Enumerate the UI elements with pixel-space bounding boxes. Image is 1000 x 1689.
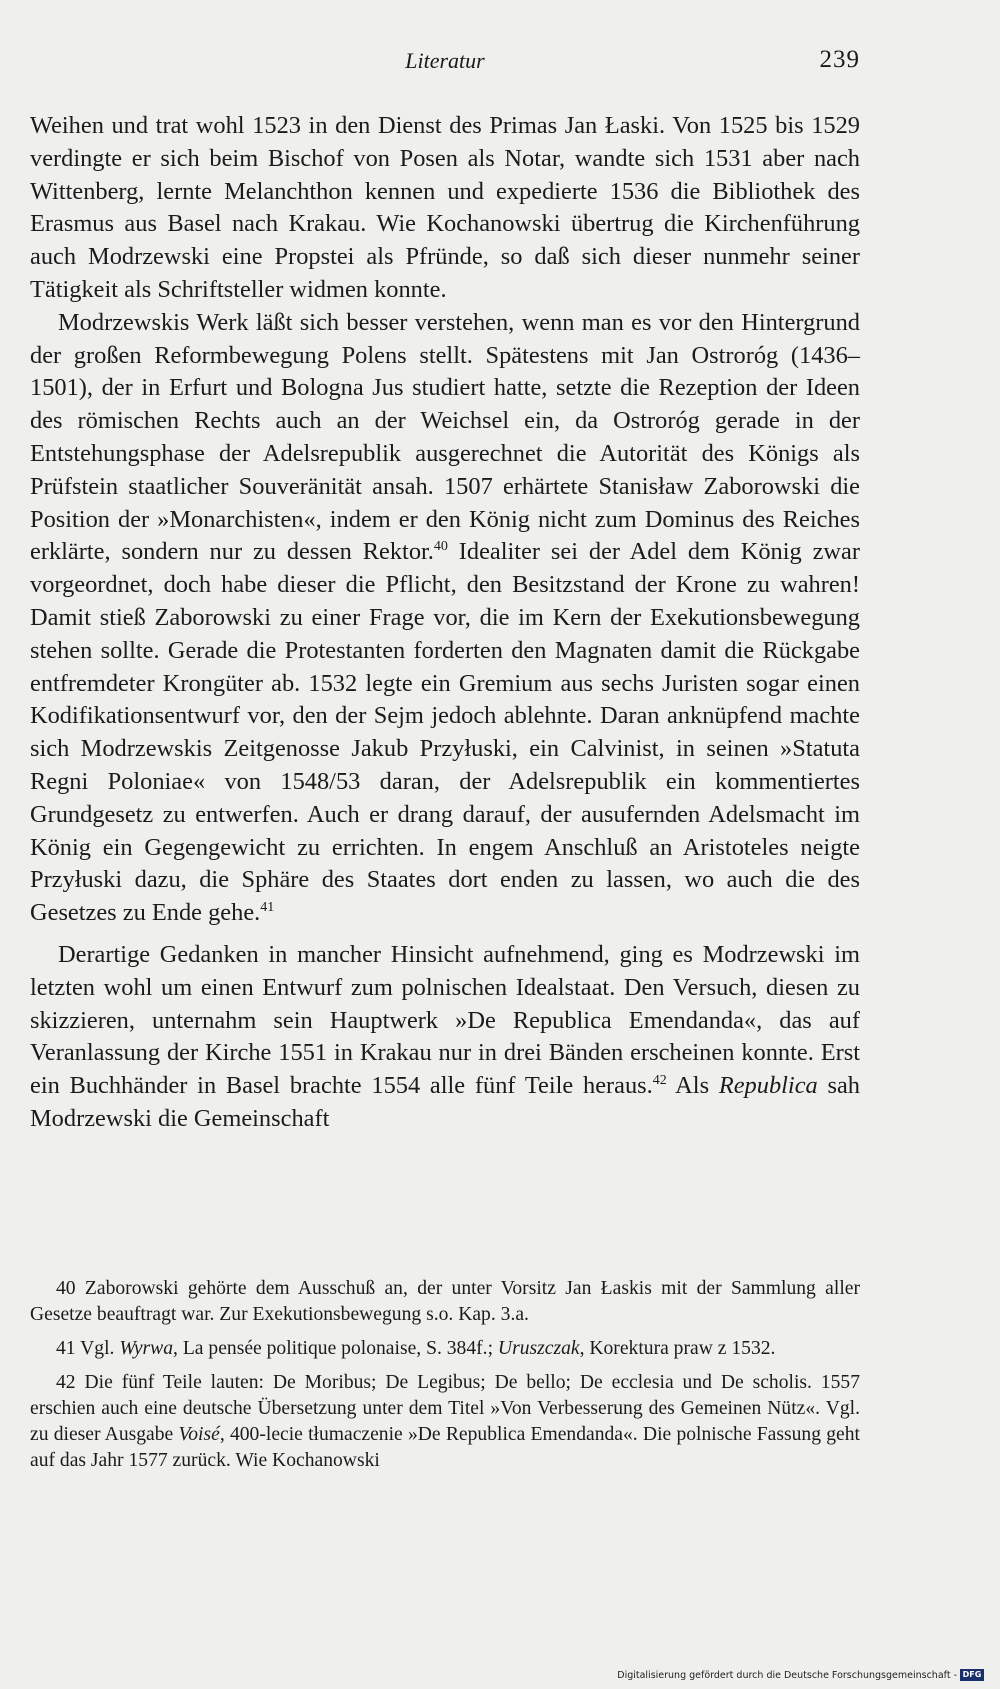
- text-run: Weihen und trat wohl 1523 in den Dienst des Primas Jan Łaski. Von 1525 bis 1529 verdingte er sich beim Bischof von Posen als Notar, wandte sich 1531 aber nach Wittenberg, lernte Melanchthon kennen und expedierte 1536 die Bibliothek des Erasmus aus Basel nach Krakau. Wie Kochanowski übertrug die Kirchenführung auch Modrzewski eine Propstei als Pfründe, so daß sich dieser nunmehr seiner Tätigkeit als Schriftsteller widmen konnte.: [30, 112, 860, 303]
- credit-text: Digitalisierung gefördert durch die Deutsche Forschungsgemeinschaft -: [617, 1669, 957, 1681]
- digitization-credit: [617, 1669, 984, 1681]
- text-run: , 400-lecie tłumaczenie »De Republica Emendanda«. Die polnische Fassung geht auf das Jahr 1577 zurück. Wie Kochanowski: [30, 1424, 860, 1471]
- italic-text: Wyrwa: [119, 1338, 174, 1359]
- text-run: Derartige Gedanken in mancher Hinsicht aufnehmend, ging es Modrzewski im letzten wohl um einen Entwurf zum polnischen Idealstaat. Den Versuch, diesen zu skizzieren, unternahm sein Hauptwerk »De Republica Emendanda«, das auf Veranlassung der Kirche 1551 in Krakau nur in drei Bänden erscheinen konnte. Erst ein Buchhänder in Basel brachte 1554 alle fünf Teile heraus.: [30, 940, 860, 1100]
- main-text: [30, 110, 860, 1136]
- footnote-ref: 41: [260, 900, 275, 915]
- running-header: [30, 48, 860, 82]
- text-run: , La pensée politique polonaise, S. 384f.;: [173, 1338, 498, 1359]
- text-run: 40 Zaborowski gehörte dem Ausschuß an, der unter Vorsitz Jan Łaskis mit der Sammlung aller Gesetze beauftragt war. Zur Exekutionsbewegung s.o. Kap. 3.a.: [30, 1278, 860, 1325]
- text-run: Idealiter sei der Adel dem König zwar vorgeordnet, doch habe dieser die Pflicht, den Besitzstand der Krone zu wahren! Damit stieß Zaborowski zu einer Frage vor, die im Kern der Exekutionsbewegung stehen sollte. Gerade die Protestanten forderten den Magnaten damit die Rückgabe entfremdeter Krongüter ab. 1532 legte ein Gremium aus sechs Juristen sogar einen Kodifikationsentwurf vor, den der Sejm jedoch ablehnte. Daran anknüpfend machte sich Modrzewskis Zeitgenosse Jakub Przyłuski, ein Calvinist, in seinen »Statuta Regni Poloniae« von 1548/53 daran, der Adelsrepublik ein kommentiertes Grundgesetz zu entwerfen. Auch er drang darauf, der ausufernden Adelsmacht im König ein Gegengewicht zu errichten. In engem Anschluß an Aristoteles neigte Przyłuski dazu, die Sphäre des Staates dort enden zu lassen, wo auch die des Gesetzes zu Ende gehe.: [30, 538, 860, 927]
- footnote: [30, 1370, 860, 1474]
- italic-text: Uruszczak: [497, 1338, 580, 1359]
- text-run: Als: [666, 1072, 719, 1100]
- italic-text: Republica: [718, 1072, 818, 1100]
- dfg-logo-icon: DFG: [960, 1669, 984, 1681]
- text-run: Modrzewskis Werk läßt sich besser verstehen, wenn man es vor den Hintergrund der großen Reformbewegung Polens stellt. Spätestens mit Jan Ostroróg (1436–1501), der in Erfurt und Bologna Jus studiert hatte, setzte die Rezeption der Ideen des römischen Rechts auch an der Weichsel ein, da Ostroróg gerade in der Entstehungsphase der Adelsrepublik ausgerechnet die Autorität des Königs als Prüfstein staatlicher Souveränität ansah. 1507 erhärtete Stanisław Zaborowski die Position der »Monarchisten«, indem er den König nicht zum Dominus des Reiches erklärte, sondern nur zu dessen Rektor.: [30, 308, 860, 566]
- footnotes: [30, 1276, 860, 1482]
- footnote: [30, 1276, 860, 1328]
- footnote: [30, 1336, 860, 1362]
- text-run: 42 Die fünf Teile lauten: De Moribus; De Legibus; De bello; De ecclesia und De scholis. 1557 erschien auch eine deutsche Übersetzung unter dem Titel »Von Verbesserung des Gemeinen Nütz«. Vgl. zu dieser Ausgabe: [30, 1372, 860, 1445]
- paragraph: [30, 110, 860, 307]
- paragraph: [30, 939, 860, 1136]
- footnote-ref: 42: [652, 1072, 667, 1088]
- paragraph: [30, 307, 860, 930]
- text-run: sah Modrzewski die Gemeinschaft: [30, 1072, 860, 1132]
- text-run: 41 Vgl.: [56, 1338, 120, 1359]
- italic-text: Voisé: [178, 1424, 220, 1445]
- text-run: , Korektura praw z 1532.: [579, 1338, 776, 1359]
- page-number: 239: [819, 46, 860, 73]
- footnote-ref: 40: [433, 539, 448, 555]
- running-title: Literatur: [405, 48, 485, 73]
